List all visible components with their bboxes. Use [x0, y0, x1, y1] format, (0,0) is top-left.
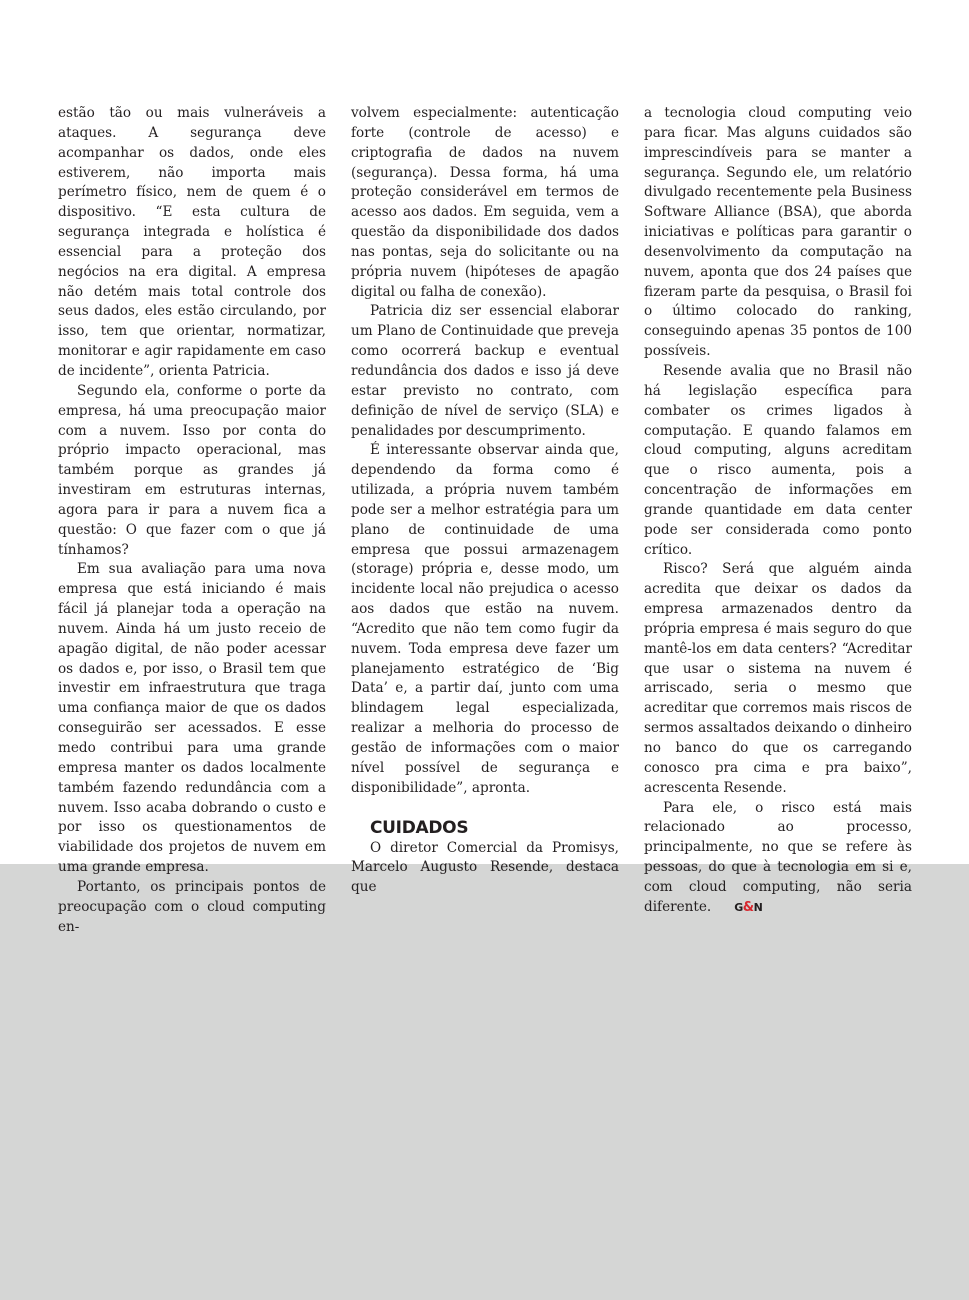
paragraph: volvem especialmente: autenticação forte (controle de acesso) e criptografia de dados na nuvem (segurança). Dessa forma, há uma proteção considerável em termos de acesso aos dados. Em seguida, vem a questão da disponibilidade dos dados nas pontas, seja do solicitante ou na própria nuvem (hipóteses de apagão digital ou falha de conexão). [351, 105, 619, 300]
end-of-article-logo [715, 899, 763, 915]
article-column-3 [644, 104, 912, 918]
logo-ampersand: & [742, 899, 754, 915]
logo-letter: G [734, 900, 743, 914]
paragraph: Patricia diz ser essencial elaborar um Plano de Continuidade que preveja como ocorrerá backup e eventual redundância dos dados e isso já deve estar previsto no contrato, com definição de nível de serviço (SLA) e penalidades por descumprimento. [351, 303, 619, 439]
paragraph: O diretor Comercial da Promisys, Marcelo Augusto Resende, destaca que [351, 839, 619, 896]
paragraph: Segundo ela, conforme o porte da empresa, há uma preocupação maior com a nuvem. Isso por conta do próprio impacto operacional, mas também porque as grandes já investiram em estruturas internas, agora para ir para a nuvem fica a questão: O que fazer com o que já tínhamos? [58, 382, 326, 558]
article-column-1 [58, 104, 326, 937]
paragraph: Portanto, os principais pontos de preocupação com o cloud computing en- [58, 878, 326, 935]
paragraph: É interessante observar ainda que, dependendo da forma como é utilizada, a própria nuvem também pode ser a melhor estratégia para um plano de continuidade de uma empresa que possui armazenagem (storage) própria e, desse modo, um incidente local não prejudica o acesso aos dados que estão na nuvem. “Acredito que não tem como fugir da nuvem. Toda empresa deve fazer um planejamento estratégico de ‘Big Data’ e, a partir daí, junto com uma blindagem legal especializada, realizar a melhoria do processo de gestão de informações com o maior nível possível de segurança e disponibilidade”, apronta. [351, 442, 619, 796]
article-column-2 [351, 104, 619, 898]
paragraph-text: Para ele, o risco está mais relacionado ao processo, principalmente, no que se refere às pessoas, do que à tecnologia em si e, com cloud computing, não seria diferente. [644, 799, 912, 915]
final-paragraph [644, 799, 912, 918]
paragraph: a tecnologia cloud computing veio para ficar. Mas alguns cuidados são imprescindíveis para se manter a segurança. Segundo ele, um relatório divulgado recentemente pela Business Software Alliance (BSA), que aborda iniciativas e políticas para garantir o desenvolvimento da computação na nuvem, aponta que dos 24 países que fizeram parte da pesquisa, o Brasil foi o último colocado do ranking, conseguindo apenas 35 pontos de 100 possíveis. [644, 105, 912, 360]
paragraph: Risco? Será que alguém ainda acredita que deixar os dados da empresa armazenados dentro da própria empresa é mais seguro do que mantê-los em data centers? “Acreditar que usar o sistema na nuvem é arriscado, seria o mesmo que acreditar que corremos mais riscos de sermos assaltados deixando o dinheiro no banco do que os carregando conosco pra cima e pra baixo”, acrescenta Resende. [644, 561, 912, 796]
section-heading: CUIDADOS [370, 817, 469, 838]
paragraph: Em sua avaliação para uma nova empresa que está iniciando é mais fácil já planejar toda a operação na nuvem. Ainda há um justo receio de apagão digital, de não poder acessar os dados e, por isso, o Brasil tem que investir em infraestrutura que traga uma confiança maior de que os dados conseguirão ser acessados. E esse medo contribui para uma grande empresa manter os dados localmente também fazendo redundância com a nuvem. Isso acaba dobrando o custo e por isso os questionamentos de viabilidade dos projetos de nuvem em uma grande empresa. [58, 561, 326, 876]
paragraph: Resende avalia que no Brasil não há legislação específica para combater os crimes ligados à computação. E quando falamos em cloud computing, alguns acreditam que o risco aumenta, pois a concentração de informações em grande quantidade em data center pode ser considerada como ponto crítico. [644, 362, 912, 558]
logo-letter: N [753, 900, 763, 914]
paragraph: estão tão ou mais vulneráveis a ataques. A segurança deve acompanhar os dados, onde eles estiverem, não importa mais perímetro físico, nem de quem é o dispositivo. “E esta cultura de segurança integrada e holística é essencial para a proteção dos negócios na era digital. A empresa não detém mais total controle dos seus dados, eles estão circulando, por isso, tem que orientar, normatizar, monitorar e agir rapidamente em caso de incidente”, orienta Patricia. [58, 105, 326, 379]
